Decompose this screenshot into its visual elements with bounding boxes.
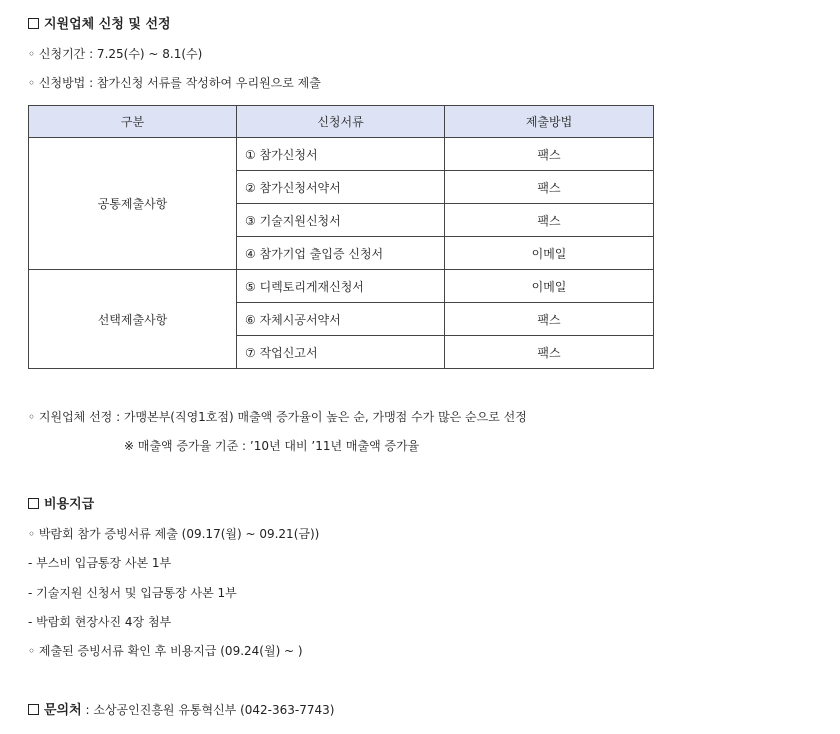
method-cell: 팩스 [445, 204, 654, 237]
selection-note: ※ 매출액 증가율 기준 : ’10년 대비 ’11년 매출액 증가율 [124, 439, 420, 453]
method-cell: 이메일 [445, 270, 654, 303]
checkbox-square-icon [28, 704, 39, 715]
table-header-row [29, 106, 654, 138]
method-cell: 이메일 [445, 237, 654, 270]
method-cell: 팩스 [445, 303, 654, 336]
doc-cell: ② 참가신청서약서 [237, 171, 445, 204]
checkbox-square-icon [28, 18, 39, 29]
header-document: 신청서류 [237, 106, 445, 138]
table-row [29, 138, 654, 171]
cost-item: - 기술지원 신청서 및 입금통장 사본 1부 [28, 586, 237, 600]
section-title-apply [28, 17, 171, 33]
contact-text: : 소상공인진흥원 유통혁신부 (042-363-7743) [81, 703, 335, 717]
cost-item: - 부스비 입금통장 사본 1부 [28, 556, 172, 570]
cost-item: ◦ 박람회 참가 증빙서류 제출 (09.17(월) ~ 09.21(금)) [28, 527, 320, 541]
doc-cell: ④ 참가기업 출입증 신청서 [237, 237, 445, 270]
documents-table [28, 105, 654, 369]
cost-item: ◦ 제출된 증빙서류 확인 후 비용지급 (09.24(월) ~ ) [28, 644, 303, 658]
contact-title-text: 문의처 [44, 703, 82, 718]
apply-method: ◦ 신청방법 : 참가신청 서류를 작성하여 우리원으로 제출 [28, 76, 321, 90]
method-cell: 팩스 [445, 336, 654, 369]
selection-criteria: ◦ 지원업체 선정 : 가맹본부(직영1호점) 매출액 증가율이 높은 순, 가맹점 수가 많은 순으로 선정 [28, 410, 527, 424]
contact-title [28, 703, 82, 718]
apply-period: ◦ 신청기간 : 7.25(수) ~ 8.1(수) [28, 47, 203, 61]
doc-cell: ③ 기술지원신청서 [237, 204, 445, 237]
checkbox-square-icon [28, 498, 39, 509]
method-cell: 팩스 [445, 171, 654, 204]
doc-cell: ⑥ 자체시공서약서 [237, 303, 445, 336]
doc-cell: ① 참가신청서 [237, 138, 445, 171]
header-method: 제출방법 [445, 106, 654, 138]
doc-cell: ⑦ 작업신고서 [237, 336, 445, 369]
section-title-text: 지원업체 신청 및 선정 [44, 17, 171, 32]
doc-cell: ⑤ 디렉토리게재신청서 [237, 270, 445, 303]
cost-item: - 박람회 현장사진 4장 첨부 [28, 615, 172, 629]
method-cell: 팩스 [445, 138, 654, 171]
contact-line [28, 702, 334, 719]
category-optional: 선택제출사항 [29, 270, 237, 369]
section-title-text: 비용지급 [44, 497, 95, 512]
table-row [29, 270, 654, 303]
header-category: 구분 [29, 106, 237, 138]
section-title-cost [28, 497, 94, 513]
category-common: 공통제출사항 [29, 138, 237, 270]
